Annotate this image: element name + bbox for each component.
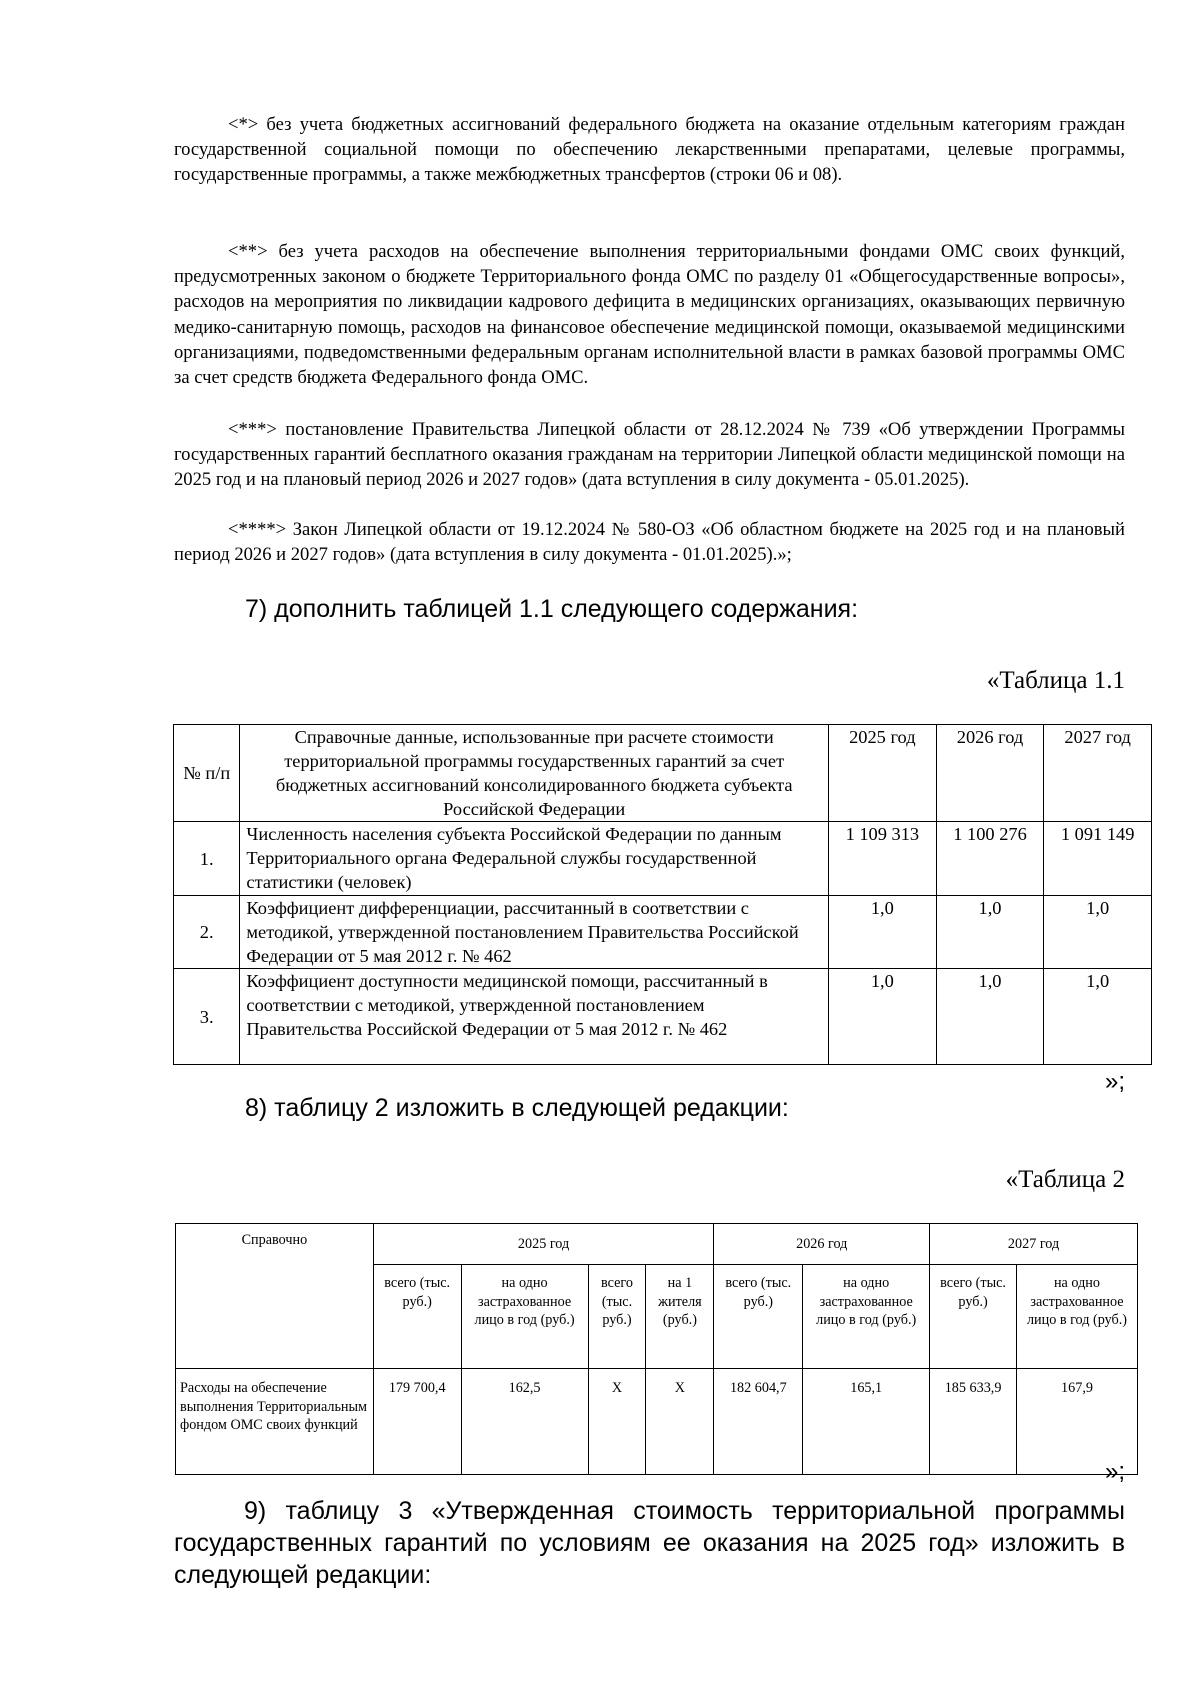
row-per-insured-2027: 167,9 [1016,1369,1137,1475]
table-2-close-quote: »; [1104,1458,1125,1485]
item-8-heading: 8) таблицу 2 изложить в следующей редакции: [245,1094,789,1122]
table-row [174,896,1152,969]
row-value-2026: 1,0 [936,969,1044,1065]
subheader-total-short-2025: всего (тыс. руб.) [588,1265,646,1369]
footnote-2: <**> без учета расходов на обеспечение выполнения территориальными фондами ОМС своих функций, предусмотренных законом о бюджете Территориального фонда ОМС по разделу 01 «Общегосударственные вопросы», расходов на мероприятия по ликвидации кадрового дефицита в медицинских организациях, оказывающих первичную медико-санитарную помощь, расходов на финансовое обеспечение медицинской помощи, оказываемой медицинскими организациями, подведомственными федеральным органам исполнительной власти в рамках базовой программы ОМС за счет средств бюджета Федерального фонда ОМС. [174,241,1125,389]
row-desc: Коэффициент дифференциации, рассчитанный в соответствии с методикой, утвержденной постановлением Правительства Российской Федерации от 5 мая 2012 г. № 462 [240,896,829,969]
footnote-4: <****> Закон Липецкой области от 19.12.2024 № 580-ОЗ «Об областном бюджете на 2025 год и на плановый период 2026 и 2027 годов» (дата вступления в силу документа - 01.01.2025).»; [174,519,1125,566]
row-value-2025: 1,0 [829,896,937,969]
table-row [176,1369,1138,1475]
row-desc: Численность населения субъекта Российской Федерации по данным Территориального органа Федеральной службы государственной статистики (человек) [240,822,829,896]
table-2-caption: «Таблица 2 [1005,1166,1125,1193]
footnote-3: <***> постановление Правительства Липецкой области от 28.12.2024 № 739 «Об утверждении Программы государственных гарантий бесплатного оказания гражданам на территории Липецкой области медицинской помощи на 2025 год и на плановый период 2026 и 2027 годов» (дата вступления в силу документа - 05.01.2025). [174,419,1125,491]
row-value-2025: 1,0 [829,969,937,1065]
subheader-per-insured-2025: на одно застрахованное лицо в год (руб.) [461,1265,588,1369]
header-reference: Справочно [176,1224,374,1369]
header-num: № п/п [174,725,240,822]
header-2025: 2025 год [829,725,937,822]
row-num: 1. [174,822,240,896]
row-value-2027: 1,0 [1044,896,1152,969]
header-2026: 2026 год [936,725,1044,822]
table-2 [175,1223,1138,1475]
row-value-2027: 1,0 [1044,969,1152,1065]
row-total-2025: 179 700,4 [373,1369,461,1475]
table-row [174,822,1152,896]
row-num: 3. [174,969,240,1065]
table-1-1-caption: «Таблица 1.1 [986,667,1125,694]
row-num: 2. [174,896,240,969]
row-value-2026: 1,0 [936,896,1044,969]
subheader-per-insured-2026: на одно застрахованное лицо в год (руб.) [803,1265,930,1369]
row-desc: Коэффициент доступности медицинской помощи, рассчитанный в соответствии с методикой, утвержденной постановлением Правительства Российской Федерации от 5 мая 2012 г. № 462 [240,969,829,1065]
row-total-short-2025: X [588,1369,646,1475]
footnote-1: <*> без учета бюджетных ассигнований федерального бюджета на оказание отдельным категориям граждан государственной социальной помощи по обеспечению лекарственными препаратами, целевые программы, государственные программы, а также межбюджетных трансфертов (строки 06 и 08). [174,114,1125,186]
row-value-2026: 1 100 276 [936,822,1044,896]
row-total-2026: 182 604,7 [714,1369,803,1475]
table-header-row [174,725,1152,822]
subheader-per-insured-2027: на одно застрахованное лицо в год (руб.) [1016,1265,1137,1369]
table-row [174,969,1152,1065]
table-1-1 [173,724,1152,1065]
item-9-paragraph: 9) таблицу 3 «Утвержденная стоимость территориальной программы государственных гарантий по условиям ее оказания на 2025 год» изложить в следующей редакции: [174,1497,1125,1589]
row-total-2027: 185 633,9 [930,1369,1017,1475]
subheader-total-2027: всего (тыс. руб.) [930,1265,1017,1369]
row-label: Расходы на обеспечение выполнения Территориальным фондом ОМС своих функций [176,1369,374,1475]
table-1-1-close-quote: »; [1104,1068,1125,1095]
row-per-resident-2025: X [646,1369,714,1475]
header-2027: 2027 год [930,1224,1138,1265]
row-per-insured-2025: 162,5 [461,1369,588,1475]
subheader-per-resident-2025: на 1 жителя (руб.) [646,1265,714,1369]
header-desc: Справочные данные, использованные при расчете стоимости территориальной программы государственных гарантий за счет бюджетных ассигнований консолидированного бюджета субъекта Российской Федерации [240,725,829,822]
subheader-total-2025: всего (тыс. руб.) [373,1265,461,1369]
subheader-total-2026: всего (тыс. руб.) [714,1265,803,1369]
table-group-header-row [176,1224,1138,1265]
item-7-heading: 7) дополнить таблицей 1.1 следующего содержания: [245,595,859,623]
header-2027: 2027 год [1044,725,1152,822]
header-2025: 2025 год [373,1224,714,1265]
header-2026: 2026 год [714,1224,930,1265]
row-value-2027: 1 091 149 [1044,822,1152,896]
row-value-2025: 1 109 313 [829,822,937,896]
row-per-insured-2026: 165,1 [803,1369,930,1475]
